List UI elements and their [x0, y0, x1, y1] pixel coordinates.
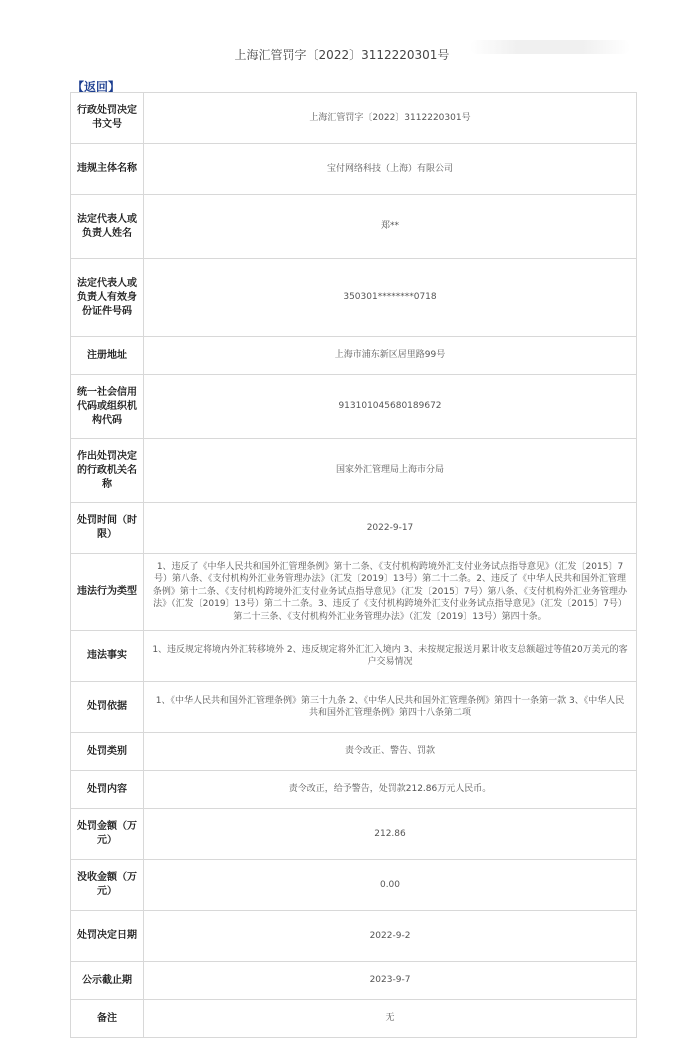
table-row-legal-rep-name: [71, 195, 637, 259]
back-link[interactable]: 【返回】: [72, 80, 121, 94]
page-title: 上海汇管罚字〔2022〕3112220301号: [234, 48, 450, 62]
row-label: 法定代表人或负责人姓名: [71, 195, 144, 259]
table-row-violator-name: [71, 144, 637, 195]
row-label: 法定代表人或负责人有效身份证件号码: [71, 259, 144, 337]
row-value: 上海汇管罚字〔2022〕3112220301号: [144, 93, 637, 144]
row-value: 1、违反了《中华人民共和国外汇管理条例》第十二条、《支付机构跨境外汇支付业务试点指导意见》（汇发〔2015〕7号）第八条、《支付机构外汇业务管理办法》（汇发〔2019〕13号）第二十二条。2、违反了《中华人民共和国外汇管理条例》第十二条、《支付机构跨境外汇支付业务试点指导意见》（汇发〔2015〕7号）第八条、《支付机构外汇业务管理办法》（汇发〔2019〕13号）第二十二条。3、违反了《支付机构跨境外汇支付业务试点指导意见》（汇发〔2015〕7号）第二十三条、《支付机构外汇业务管理办法》（汇发〔2019〕13号）第四十条。: [144, 554, 637, 631]
row-label: 处罚时间（时限）: [71, 503, 144, 554]
table-row-publicity-deadline: [71, 962, 637, 1000]
row-label: 公示截止期: [71, 962, 144, 1000]
row-label: 处罚金额（万元）: [71, 809, 144, 860]
table-row-legal-rep-id: [71, 259, 637, 337]
row-value: 2022-9-17: [144, 503, 637, 554]
row-label: 统一社会信用代码或组织机构代码: [71, 375, 144, 439]
watermark-blur: [470, 40, 630, 54]
table-row-penalty-time: [71, 503, 637, 554]
row-value: 宝付网络科技（上海）有限公司: [144, 144, 637, 195]
row-label: 处罚依据: [71, 682, 144, 733]
row-value: 2023-9-7: [144, 962, 637, 1000]
penalty-info-table: [70, 92, 637, 1038]
row-label: 注册地址: [71, 337, 144, 375]
table-row-credit-code: [71, 375, 637, 439]
row-value: 无: [144, 1000, 637, 1038]
row-label: 违法事实: [71, 631, 144, 682]
row-label: 备注: [71, 1000, 144, 1038]
table-row-penalty-content: [71, 771, 637, 809]
row-value: 国家外汇管理局上海市分局: [144, 439, 637, 503]
row-label: 处罚类别: [71, 733, 144, 771]
row-label: 违法行为类型: [71, 554, 144, 631]
table-row-registered-address: [71, 337, 637, 375]
row-value: 0.00: [144, 860, 637, 911]
row-value: 责令改正，给予警告，处罚款212.86万元人民币。: [144, 771, 637, 809]
row-value: 350301********0718: [144, 259, 637, 337]
row-label: 处罚决定日期: [71, 911, 144, 962]
row-value: 郑**: [144, 195, 637, 259]
row-value: 212.86: [144, 809, 637, 860]
table-row-confiscation-amount: [71, 860, 637, 911]
row-value: 1、违反规定将境内外汇转移境外 2、违反规定将外汇汇入境内 3、未按规定报送月累计收支总额超过等值20万美元的客户交易情况: [144, 631, 637, 682]
row-label: 处罚内容: [71, 771, 144, 809]
table-row-violation-facts: [71, 631, 637, 682]
row-value: 责令改正、警告、罚款: [144, 733, 637, 771]
row-value: 2022-9-2: [144, 911, 637, 962]
table-row-penalty-category: [71, 733, 637, 771]
row-value: 913101045680189672: [144, 375, 637, 439]
row-label: 违规主体名称: [71, 144, 144, 195]
table-row-authority-name: [71, 439, 637, 503]
row-value: 上海市浦东新区居里路99号: [144, 337, 637, 375]
row-value: 1、《中华人民共和国外汇管理条例》第三十九条 2、《中华人民共和国外汇管理条例》第四十一条第一款 3、《中华人民共和国外汇管理条例》第四十八条第二项: [144, 682, 637, 733]
table-row-penalty-amount: [71, 809, 637, 860]
row-label: 作出处罚决定的行政机关名称: [71, 439, 144, 503]
table-row-violation-type: [71, 554, 637, 631]
row-label: 没收金额（万元）: [71, 860, 144, 911]
table-row-document-number: [71, 93, 637, 144]
table-row-penalty-basis: [71, 682, 637, 733]
table-row-remarks: [71, 1000, 637, 1038]
table-row-decision-date: [71, 911, 637, 962]
row-label: 行政处罚决定书文号: [71, 93, 144, 144]
